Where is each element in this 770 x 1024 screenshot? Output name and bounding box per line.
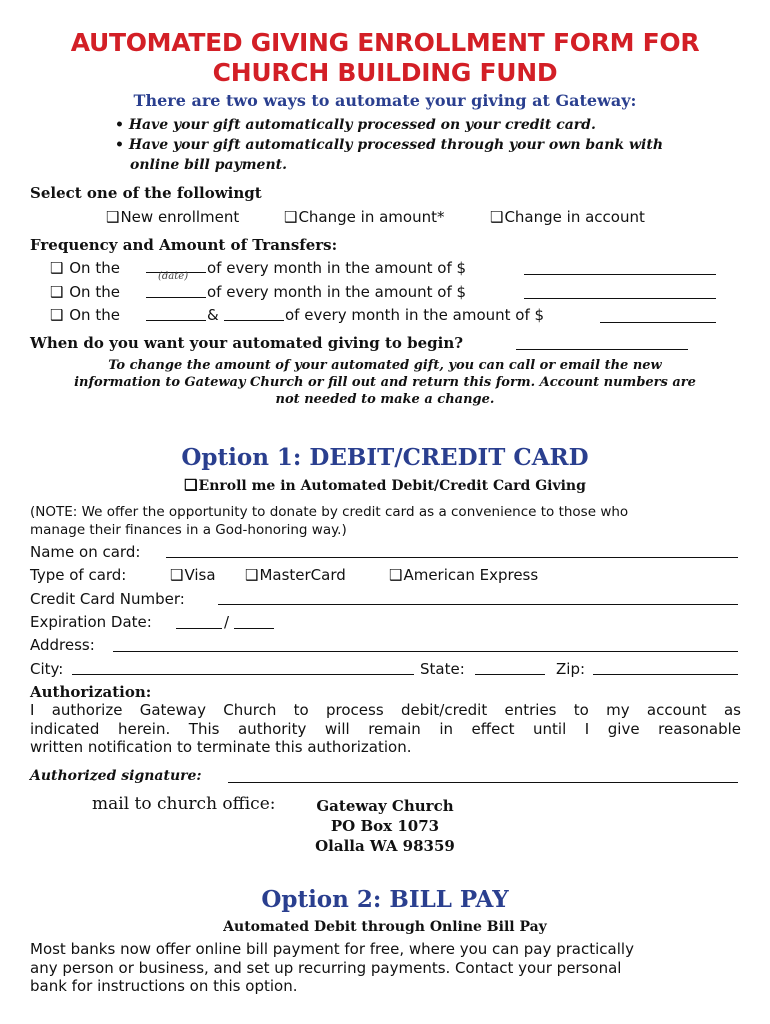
- option-change-amount[interactable]: [284, 208, 444, 226]
- expiry-month-field[interactable]: [176, 628, 222, 629]
- frequency-label: Frequency and Amount of Transfers:: [30, 236, 338, 254]
- card-number-label: Credit Card Number:: [30, 590, 185, 608]
- option-change-amount-label: Change in amount*: [298, 208, 445, 226]
- date-hint: (date): [158, 271, 189, 282]
- mail-address-line-3: Olalla WA 98359: [315, 837, 455, 855]
- mail-address-line-1: Gateway Church: [316, 797, 454, 815]
- option-new-enrollment-label: New enrollment: [120, 208, 240, 226]
- option-change-account[interactable]: [490, 208, 645, 226]
- checkbox-icon[interactable]: [106, 208, 119, 226]
- card-type-visa-label: Visa: [184, 566, 216, 584]
- mail-address-line-2: PO Box 1073: [330, 817, 440, 835]
- zip-field[interactable]: [593, 674, 738, 675]
- intro-heading: There are two ways to automate your giving at Gateway:: [133, 91, 637, 110]
- option1-note-line-1: (NOTE: We offer the opportunity to donate by credit card as a convenience to those who: [30, 504, 629, 520]
- checkbox-icon[interactable]: [184, 476, 197, 494]
- option1-enroll[interactable]: [0, 476, 770, 495]
- change-note-line-2: information to Gateway Church or fill out and return this form. Account numbers are: [74, 375, 696, 390]
- card-type-mastercard[interactable]: [245, 566, 346, 584]
- form-title-line1: AUTOMATED GIVING ENROLLMENT FORM FOR: [70, 28, 700, 57]
- option-new-enrollment[interactable]: [106, 208, 239, 226]
- begin-label: When do you want your automated giving to begin?: [30, 334, 464, 352]
- amount-field-1[interactable]: [524, 274, 716, 275]
- checkbox-icon[interactable]: [50, 283, 63, 301]
- intro-bullet-2-cont: online bill payment.: [130, 157, 287, 173]
- option1-title: Option 1: DEBIT/CREDIT CARD: [181, 444, 589, 471]
- date-field-3a[interactable]: [146, 320, 206, 321]
- option-change-account-label: Change in account: [504, 208, 645, 226]
- name-on-card-field[interactable]: [166, 557, 738, 558]
- on-the-label: On the: [69, 259, 120, 277]
- date-field-3b[interactable]: [224, 320, 284, 321]
- frequency-row-2: [50, 283, 120, 301]
- name-label: Name on card:: [30, 543, 141, 561]
- checkbox-icon[interactable]: [245, 566, 258, 584]
- change-note-line-3: not needed to make a change.: [275, 392, 495, 407]
- card-type-mastercard-label: MasterCard: [259, 566, 346, 584]
- option2-body-line-2: any person or business, and set up recurring payments. Contact your personal: [30, 958, 622, 977]
- change-note-line-1: To change the amount of your automated gift, you can call or email the new: [108, 358, 662, 373]
- of-every-label-3: of every month in the amount of $: [285, 306, 545, 324]
- state-label: State:: [420, 660, 465, 678]
- frequency-row-3: [50, 306, 120, 324]
- change-note: [0, 357, 770, 408]
- of-every-label-1: of every month in the amount of $: [207, 259, 467, 277]
- option2-body-line-3: bank for instructions on this option.: [30, 977, 298, 995]
- on-the-label: On the: [69, 306, 120, 324]
- form-title-line2: CHURCH BUILDING FUND: [212, 58, 558, 87]
- card-type-amex[interactable]: [389, 566, 538, 584]
- option1-enroll-label: Enroll me in Automated Debit/Credit Card Giving: [198, 478, 586, 494]
- option2-body: [30, 940, 741, 996]
- checkbox-icon[interactable]: [284, 208, 297, 226]
- address-label: Address:: [30, 636, 95, 654]
- address-field[interactable]: [113, 651, 738, 652]
- zip-label: Zip:: [556, 660, 586, 678]
- of-every-label-2: of every month in the amount of $: [207, 283, 467, 301]
- intro-bullet-2: • Have your gift automatically processed through your own bank with: [115, 137, 664, 153]
- city-label: City:: [30, 660, 64, 678]
- intro-bullet-2-text: Have your gift automatically processed through your own bank with: [128, 137, 664, 153]
- signature-label: Authorized signature:: [30, 768, 202, 784]
- authorization-line-3: written notification to terminate this authorization.: [30, 738, 412, 756]
- authorization-text: [30, 701, 741, 757]
- expiry-label: Expiration Date:: [30, 613, 152, 631]
- card-type-visa[interactable]: [170, 566, 216, 584]
- checkbox-icon[interactable]: [50, 259, 63, 277]
- signature-field[interactable]: [228, 782, 738, 783]
- expiry-separator: /: [224, 613, 230, 631]
- amount-field-2[interactable]: [524, 298, 716, 299]
- ampersand: &: [207, 306, 219, 324]
- checkbox-icon[interactable]: [170, 566, 183, 584]
- intro-bullet-1-text: Have your gift automatically processed on your credit card.: [128, 117, 596, 133]
- checkbox-icon[interactable]: [389, 566, 402, 584]
- checkbox-icon[interactable]: [490, 208, 503, 226]
- intro-bullet-1: • Have your gift automatically processed on your credit card.: [115, 117, 596, 133]
- on-the-label: On the: [69, 283, 120, 301]
- select-label: Select one of the followingt: [30, 184, 262, 202]
- mail-label: mail to church office:: [92, 794, 276, 814]
- card-type-amex-label: American Express: [403, 566, 539, 584]
- checkbox-icon[interactable]: [50, 306, 63, 324]
- frequency-row-1: [50, 259, 120, 277]
- state-field[interactable]: [475, 674, 545, 675]
- mail-address: [300, 796, 470, 856]
- expiry-year-field[interactable]: [234, 628, 274, 629]
- authorization-line-1: I authorize Gateway Church to process debit/credit entries to my account as: [30, 701, 741, 719]
- city-field[interactable]: [72, 674, 414, 675]
- begin-date-field[interactable]: [516, 349, 688, 350]
- amount-field-3[interactable]: [600, 322, 716, 323]
- authorization-heading: Authorization:: [30, 683, 152, 701]
- option1-note-line-2: manage their finances in a God-honoring way.): [30, 522, 347, 538]
- authorization-line-2: indicated herein. This authority will remain in effect until I give reasonable: [30, 719, 741, 738]
- option2-title: Option 2: BILL PAY: [261, 886, 509, 913]
- card-type-label: Type of card:: [30, 566, 127, 584]
- date-field-2[interactable]: [146, 297, 206, 298]
- card-number-field[interactable]: [218, 604, 738, 605]
- option2-body-line-1: Most banks now offer online bill payment for free, where you can pay practically: [30, 940, 634, 958]
- option2-subtitle: Automated Debit through Online Bill Pay: [223, 919, 547, 935]
